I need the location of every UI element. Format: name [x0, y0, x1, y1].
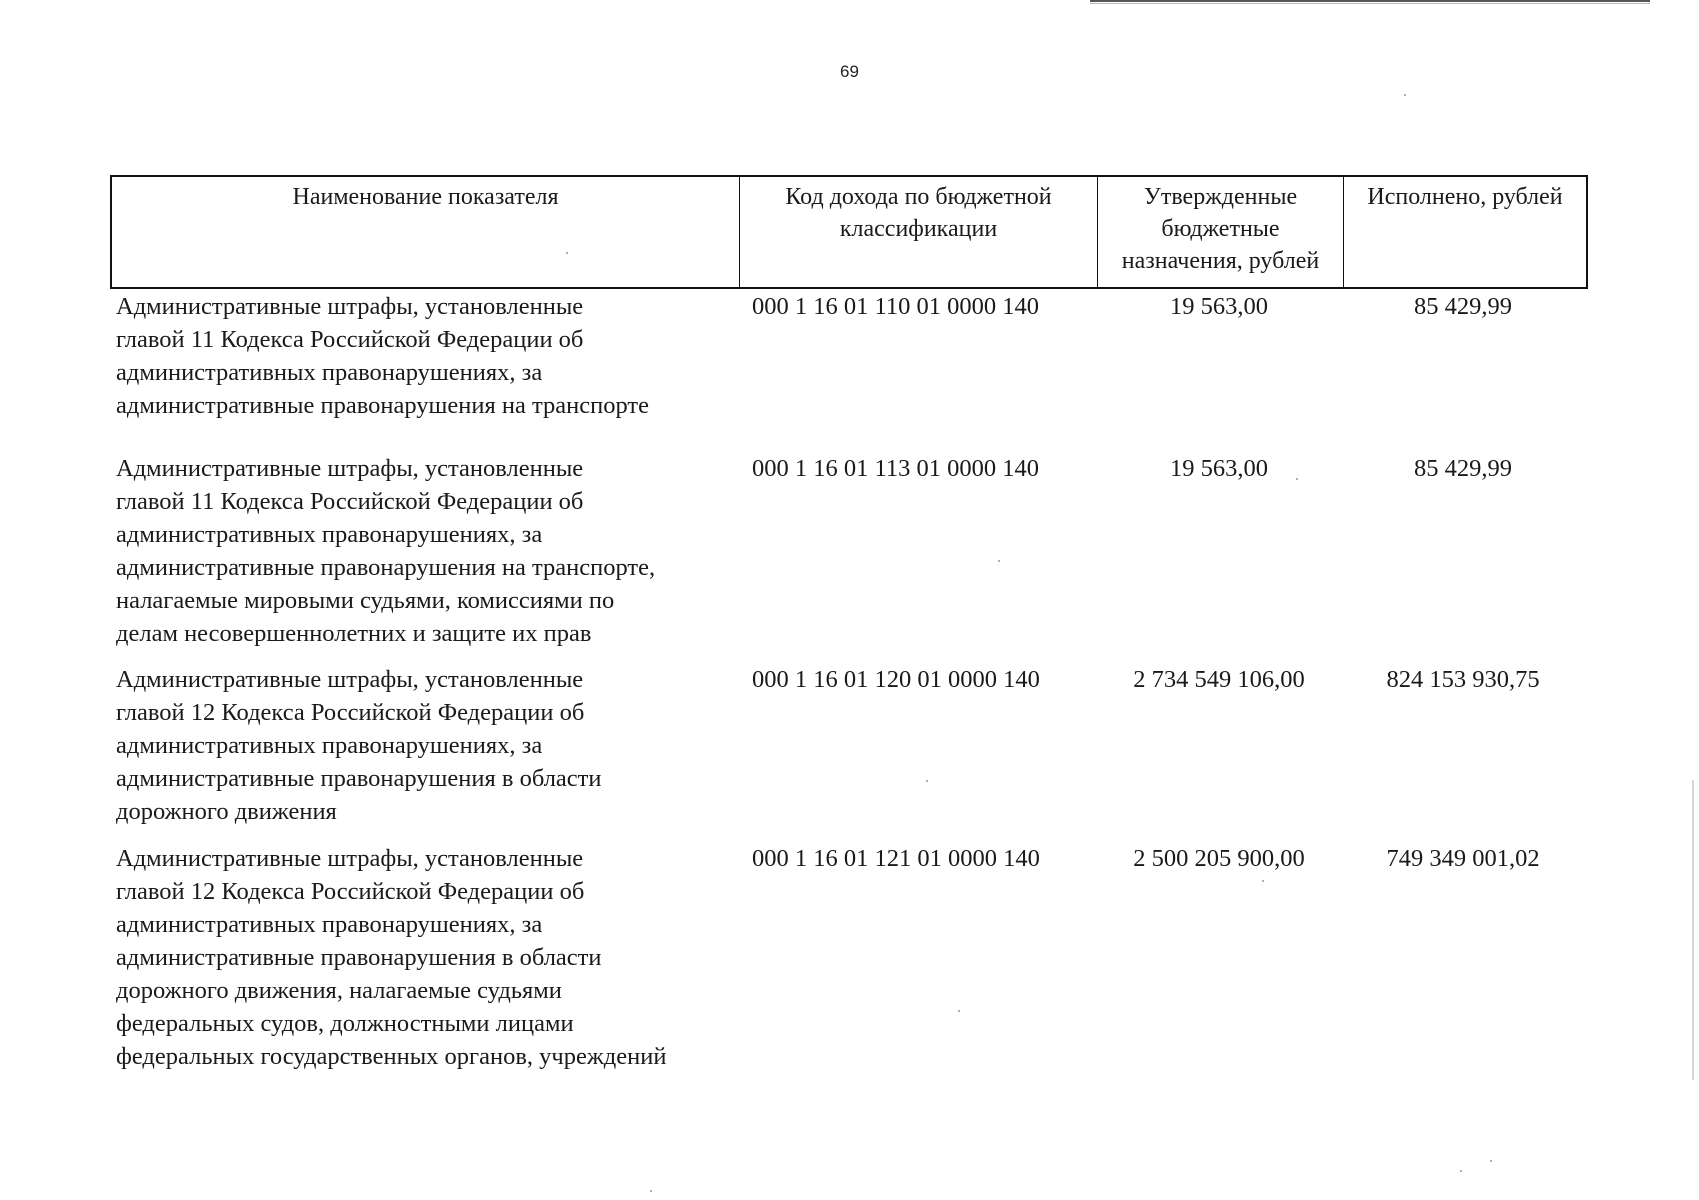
scan-speck — [1262, 880, 1264, 882]
indicator-name: Административные штрафы, установленные главой 11 Кодекса Российской Федерации об административных правонарушениях, за административные правонарушения на транспорте — [116, 293, 650, 419]
indicator-name: Административные штрафы, установленные главой 12 Кодекса Российской Федерации об административных правонарушениях, за административные правонарушения в области дорожного движения — [116, 666, 602, 825]
page-number: 69 — [840, 62, 859, 81]
scan-speck — [566, 252, 568, 254]
planned-amount: 2 734 549 106,00 — [1133, 666, 1305, 693]
planned-amount: 2 500 205 900,00 — [1133, 845, 1305, 872]
income-code: 000 1 16 01 110 01 0000 140 — [752, 293, 1039, 320]
indicator-name: Административные штрафы, установленные главой 11 Кодекса Российской Федерации об административных правонарушениях, за административные правонарушения на транспорте, налагаемые мировыми судьями, комиссиями по делам несовершеннолетних и защите их прав — [116, 455, 656, 647]
table-row — [110, 452, 1588, 663]
scan-top-rule — [1090, 0, 1650, 2]
scan-right-edge — [1692, 780, 1694, 1080]
scan-speck — [1460, 1170, 1462, 1172]
executed-amount: 85 429,99 — [1414, 455, 1512, 482]
income-code: 000 1 16 01 120 01 0000 140 — [752, 666, 1040, 693]
executed-amount: 749 349 001,02 — [1386, 845, 1540, 872]
executed-amount: 824 153 930,75 — [1386, 666, 1540, 693]
table-row — [110, 842, 1588, 1082]
income-code: 000 1 16 01 113 01 0000 140 — [752, 455, 1039, 482]
scan-speck — [926, 780, 928, 782]
scan-speck — [1404, 94, 1406, 96]
scan-speck — [958, 1010, 960, 1012]
income-code: 000 1 16 01 121 01 0000 140 — [752, 845, 1040, 872]
header-code: Код дохода по бюджетной классификации — [740, 177, 1098, 287]
scan-speck — [650, 1190, 652, 1192]
indicator-name: Административные штрафы, установленные главой 12 Кодекса Российской Федерации об административных правонарушениях, за административные правонарушения в области дорожного движения, налагаемые судьями федеральных судов, должностными лицами федеральных государственных органов, учреждений — [116, 845, 667, 1070]
table-header — [110, 175, 1588, 289]
table-row — [110, 290, 1588, 452]
header-name: Наименование показателя — [112, 177, 740, 287]
table-row — [110, 663, 1588, 842]
scan-top-rule-thin — [1090, 3, 1650, 4]
planned-amount: 19 563,00 — [1170, 293, 1268, 320]
planned-amount: 19 563,00 — [1170, 455, 1268, 482]
table-body — [110, 290, 1588, 1082]
executed-amount: 85 429,99 — [1414, 293, 1512, 320]
scan-speck — [1296, 478, 1298, 480]
scan-speck — [1490, 1160, 1492, 1162]
header-executed: Исполнено, рублей — [1367, 184, 1563, 210]
scan-speck — [998, 560, 1000, 562]
header-planned: Утвержденные бюджетные назначения, рублей — [1098, 177, 1344, 287]
